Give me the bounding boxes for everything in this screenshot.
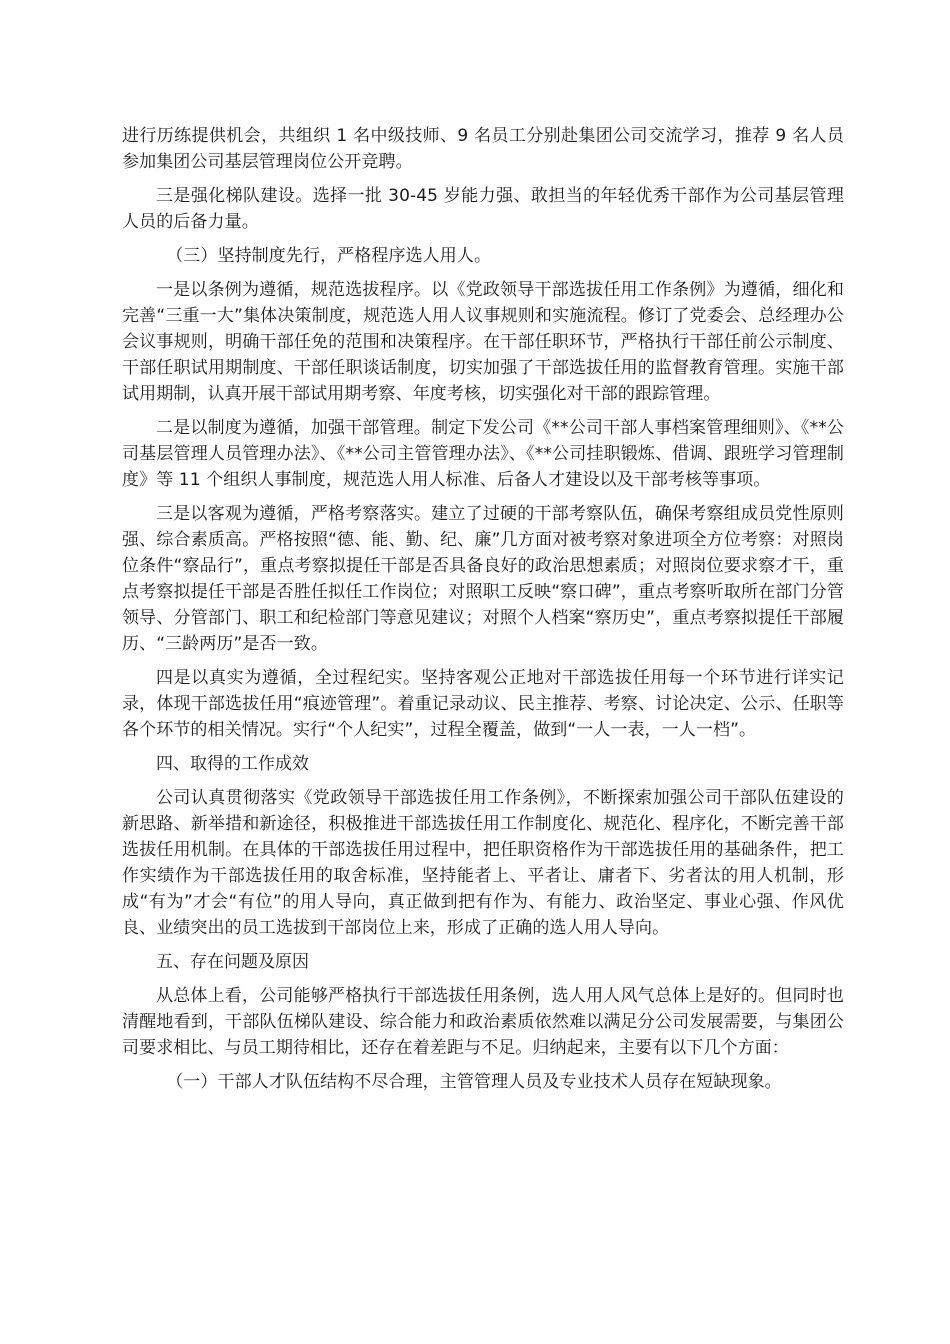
- paragraph-achievements: 公司认真贯彻落实《党政领导干部选拔任用工作条例》，不断探索加强公司干部队伍建设的新思路、新举措和新途径，积极推进干部选拔任用工作制度化、规范化、程序化，不断完善干部选拔任用机制。在具体的干部选拔任用过程中，把任职资格作为干部选拔任用的基础条件，把工作实绩作为干部选拔任用的取舍标准，坚持能者上、平者让、庸者下、劣者汰的用人机制，形成“有为”才会“有位”的用人导向，真正做到把有作为、有能力、政治坚定、事业心强、作风优良、业绩突出的员工选拔到干部岗位上来，形成了正确的选人用人导向。: [122, 788, 844, 938]
- paragraph-system-management: 二是以制度为遵循，加强干部管理。制定下发公司《**公司干部人事档案管理细则》、《**公司基层管理人员管理办法》、《**公司主管管理办法》、《**公司挂职锻炼、借调、跟班学习管理制度》等 11 个组织人事制度，规范选人用人标准、后备人才建设以及干部考核等事项。: [122, 418, 844, 490]
- document-page: [122, 123, 844, 1103]
- section-heading-achievements: 四、取得的工作成效: [156, 754, 309, 774]
- paragraph-problems-overview: 从总体上看，公司能够严格执行干部选拔任用条例，选人用人风气总体上是好的。但同时也清醒地看到，干部队伍梯队建设、综合能力和政治素质依然难以满足分公司发展需要，与集团公司要求相比、与员工期待相比，还存在着差距与不足。归纳起来，主要有以下几个方面：: [122, 986, 844, 1058]
- paragraph-full-process-record: 四是以真实为遵循，全过程纪实。坚持客观公正地对干部选拔任用每一个环节进行详实记录，体现干部选拔任用“痕迹管理”。着重记录动议、民主推荐、考察、讨论决定、公示、任职等各个环节的相关情况。实行“个人纪实”，过程全覆盖，做到“一人一表，一人一档”。: [122, 668, 844, 740]
- paragraph-problem-one: （一）干部人才队伍结构不尽合理，主管管理人员及专业技术人员存在短缺现象。: [166, 1072, 782, 1092]
- section-heading-system-first: （三）坚持制度先行，严格程序选人用人。: [166, 246, 492, 266]
- section-heading-problems: 五、存在问题及原因: [156, 952, 309, 972]
- paragraph-echelon-building: 三是强化梯队建设。选择一批 30-45 岁能力强、敢担当的年轻优秀干部作为公司基层管理人员的后备力量。: [122, 186, 844, 232]
- paragraph-objective-inspection: 三是以客观为遵循，严格考察落实。建立了过硬的干部考察队伍，确保考察组成员党性原则强、综合素质高。严格按照“德、能、勤、纪、廉”几方面对被考察对象进项全方位考察：对照岗位条件“察品行”，重点考察拟提任干部是否具备良好的政治思想素质；对照岗位要求察才干，重点考察拟提任干部是否胜任拟任工作岗位；对照职工反映“察口碑”，重点考察听取所在部门分管领导、分管部门、职工和纪检部门等意见建议；对照个人档案“察历史”，重点考察拟提任干部履历、“三龄两历”是否一致。: [122, 504, 844, 654]
- paragraph-regulation-procedure: 一是以条例为遵循，规范选拔程序。以《党政领导干部选拔任用工作条例》为遵循，细化和完善“三重一大”集体决策制度，规范选人用人议事规则和实施流程。修订了党委会、总经理办公会议事规则，明确干部任免的范围和决策程序。在干部任职环节，严格执行干部任前公示制度、干部任职试用期制度、干部任职谈话制度，切实加强了干部选拔任用的监督教育管理。实施干部试用期制，认真开展干部试用期考察、年度考核，切实强化对干部的跟踪管理。: [122, 280, 844, 404]
- paragraph-training-opportunities: 进行历练提供机会，共组织 1 名中级技师、9 名员工分别赴集团公司交流学习，推荐 9 名人员参加集团公司基层管理岗位公开竞聘。: [122, 126, 844, 172]
